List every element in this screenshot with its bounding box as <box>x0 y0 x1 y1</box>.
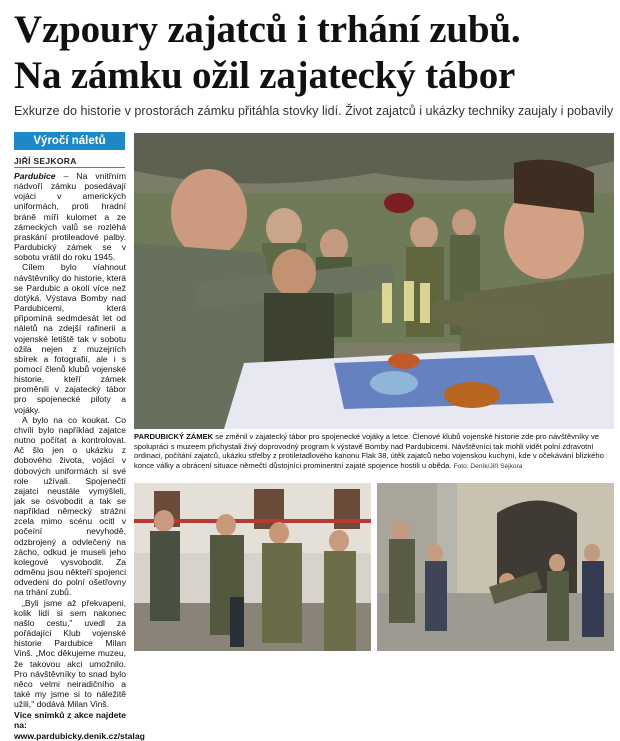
dateline: Pardubice <box>14 171 56 181</box>
byline-divider <box>14 167 125 168</box>
bottom-left-photo-image <box>134 483 371 651</box>
article-paragraph: Cílem bylo víahnout návštěvníky do historie, která se Pardubic a okolí více než dotýká. Výstava Bomby nad Pardubicemi, která připomíná sedmdesát let od náletů na zdejší rafinerii a vojenské letiště tak v sobotu ožila nejen z muzejních sbírek a fotografií, ale i s pomocí členů klubů vojenské historie, kteří zámek proměnili v zajatecký tábor pro spojenecké piloty a vojáky. <box>14 262 126 415</box>
author-byline: JIŘÍ SEJKORA <box>14 156 77 166</box>
main-photo <box>134 133 614 429</box>
bottom-right-photo-image <box>377 483 614 651</box>
photo-credit: Foto: Deník/Jiří Sejkora <box>453 463 523 471</box>
caption-text: se změnil v zajatecký tábor pro spojenecké vojáky a letce. Členové klubů vojenské historie zde pro návštěvníky ve spolupráci s muzeem přichystali živý doprovodný program k výstavě Bomby nad Pardubicemi. Návštěvníci tak mohli vidět polní zdravotní ordinaci, počítání zajatců, ukázku střelby z protiletadlového kanonu Flak 38, útěk zajatců nebo vojenskou kuchyni, kde v očekávání blízkého konce války a obrácení situace němečtí důstojníci prominentní zajaté spojence hostili u oběda. <box>134 432 604 471</box>
photo-caption <box>134 432 614 472</box>
bottom-right-photo <box>377 483 614 651</box>
section-banner: Výročí náletů <box>14 132 125 150</box>
article-paragraph: A bylo na co koukat. Co chvíli bylo například zajatce nutno počítat a kontrolovat. Ač šlo jen o ukázku z dobového života, vojáci v dobových uniformách si své role užívali. Spojenečtí zajatci neustále vymýšleli, jak se osvobodit a tak se například německý strážní zcela mimo scénu ocitl v počeíní nevyhodě, odzbrojený a odvlečený na zácho, odkud je museli jeho kolegové vysvobodit. Za odměnu jsou někteří spojenci odvedeni do polní ošetřovny na trhání zubů. <box>14 414 126 598</box>
subheadline: Exkurze do historie v prostorách zámku přitáhla stovky lidí. Život zajatců i ukázky techniky zaujaly i pobavily <box>14 104 614 118</box>
article-paragraph <box>14 171 126 262</box>
headline-line-1: Vzpoury zajatců i trhání zubů. <box>14 8 521 51</box>
caption-lead: PARDUBICKÝ ZÁMEK <box>134 432 214 441</box>
article-paragraph: „Byli jsme až překvapeni, kolik lidí si sem nakonec našlo cestu," uvedl za pořádající Klub vojenské historie Pardubice Milan Vinš. „Moc děkujeme muzeu, že takovou akci umožnilo. Pro návštěvníky to snad bylo něco velmi neiradičního a také my jsme si to náležitě užili," dodává Milan Vinš. <box>14 597 126 710</box>
paragraph-text: – Na vnitřním nádvoří zámku posedávají vojáci v amerických uniformách, proti hradní bráně míří kulomet a ze zámeckých valů se rozléhá praskání protileadové palby. Pardubický zámek se v sobotu vrátil do roku 1945. <box>14 171 126 263</box>
more-photos-link[interactable]: Více snímků z akce najdete na: www.pardubicky.denik.cz/stalag <box>14 710 145 741</box>
main-photo-image <box>134 133 614 429</box>
bottom-left-photo <box>134 483 371 651</box>
headline-line-2: Na zámku ožil zajatecký tábor <box>14 54 516 97</box>
article-body <box>14 171 145 741</box>
